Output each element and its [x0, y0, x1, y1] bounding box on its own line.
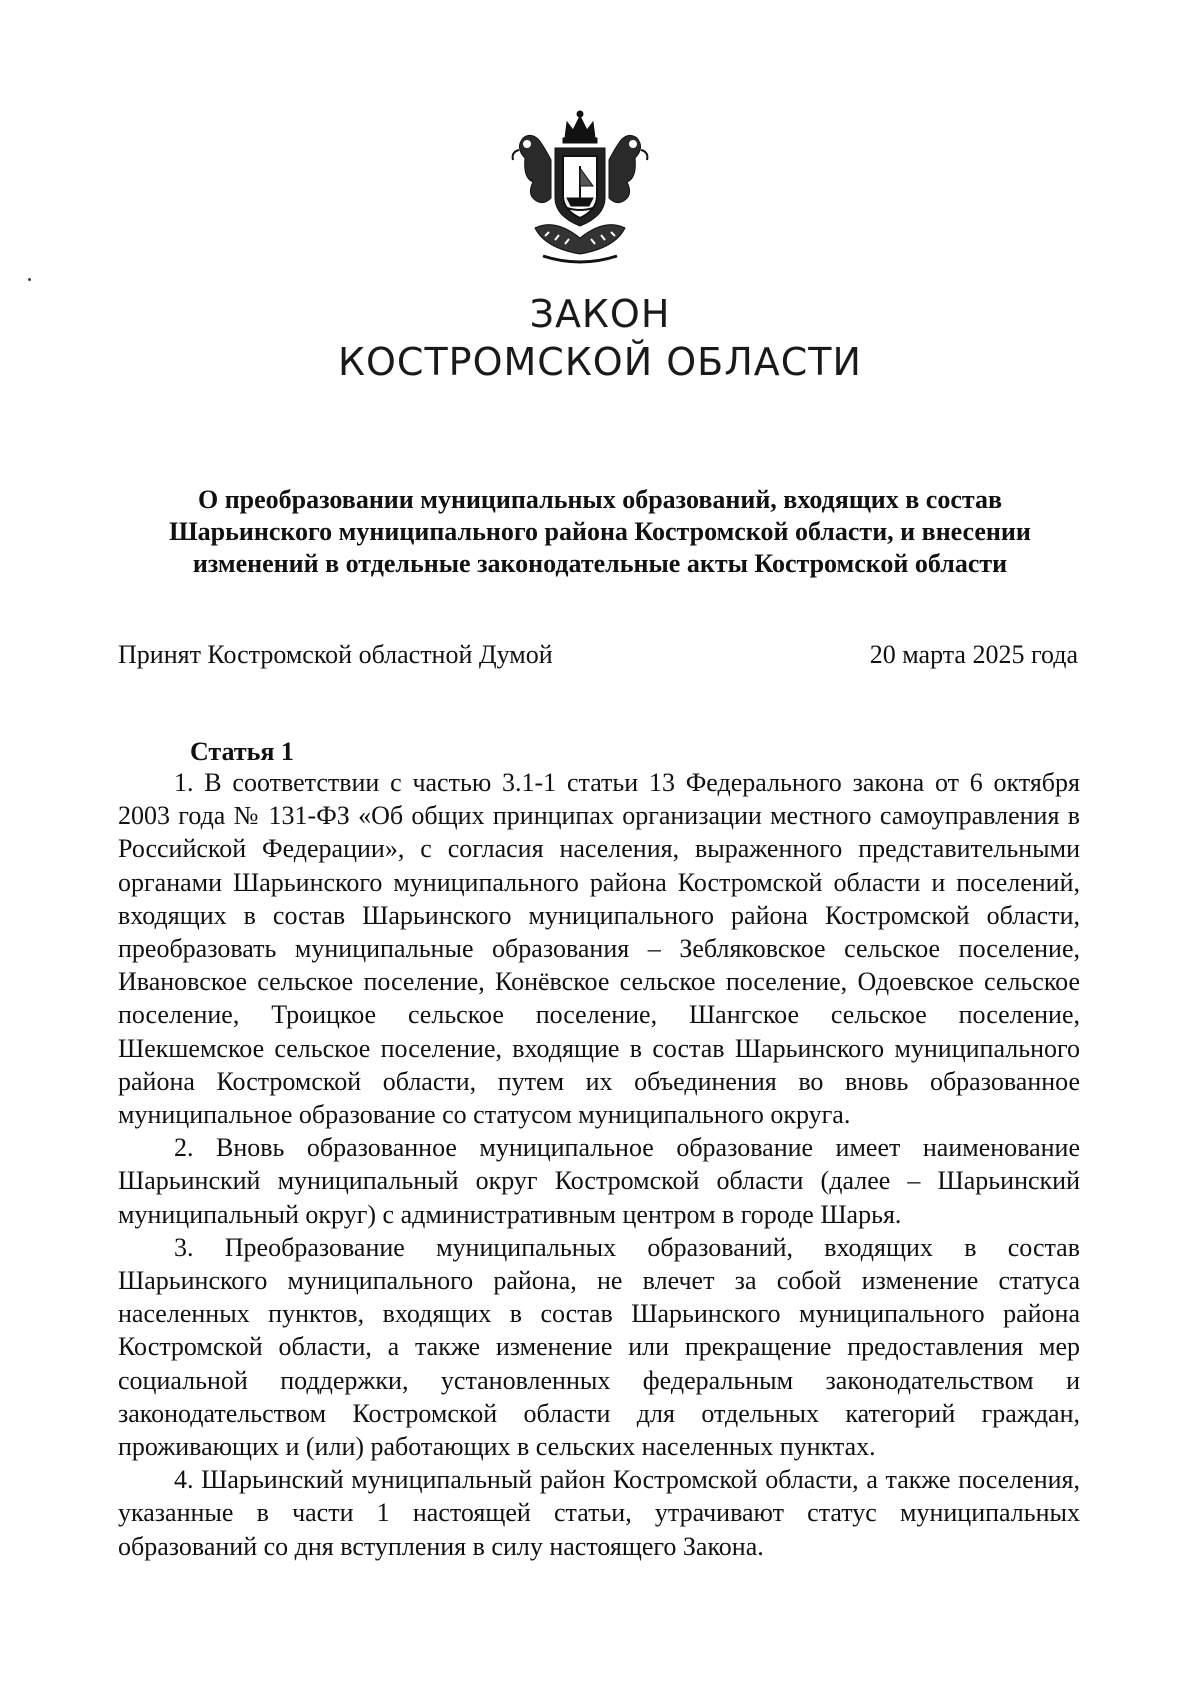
article-paragraph-2: 2. Вновь образованное муниципальное образование имеет наименование Шарьинский муниципальный округ Костромской области (далее – Шарьинский муниципальный округ) с административным центром в городе Шарья.	[118, 1133, 1080, 1229]
article-paragraph-1: 1. В соответствии с частью 3.1-1 статьи 13 Федерального закона от 6 октября 2003 года № 131-ФЗ «Об общих принципах организации местного самоуправления в Российской Федерации», с согласия населения, выраженного представительными органами Шарьинского муниципального района Костромской области и поселений, входящих в состав Шарьинского муниципального района Костромской области, преобразовать муниципальные образования – Зебляковское сельское поселение, Ивановское сельское поселение, Конёвское сельское поселение, Одоевское сельское поселение, Троицкое сельское поселение, Шангское сельское поселение, Шекшемское сельское поселение, входящие в состав Шарьинского муниципального района Костромской области, путем их объединения во вновь образованное муниципальное образование со статусом муниципального округа.	[118, 768, 1080, 1130]
document-type-title: ЗАКОН	[529, 292, 671, 336]
coat-of-arms-icon	[505, 108, 655, 268]
adopted-by: Принят Костромской областной Думой	[118, 640, 553, 669]
law-subject: О преобразовании муниципальных образований, входящих в состав Шарьинского муниципального района Костромской области, и внесении изменений в отдельные законодательные акты Костромской области	[169, 485, 1031, 578]
region-title: КОСТРОМСКОЙ ОБЛАСТИ	[338, 340, 862, 384]
article-heading: Статья 1	[190, 737, 294, 766]
article-paragraph-3: 3. Преобразование муниципальных образований, входящих в состав Шарьинского муниципального района, не влечет за собой изменение статуса населенных пунктов, входящих в состав Шарьинского муниципального района Костромской области, а также изменение или прекращение предоставления мер социальной поддержки, установленных федеральным законодательством и законодательством Костромской области для отдельных категорий граждан, проживающих и (или) работающих в сельских населенных пунктах.	[118, 1232, 1080, 1462]
article-body	[118, 766, 1080, 1563]
adoption-date: 20 марта 2025 года	[869, 640, 1078, 669]
scan-speck	[28, 278, 31, 281]
article-paragraph-4: 4. Шарьинский муниципальный район Костромской области, а также поселения, указанные в части 1 настоящей статьи, утрачивают статус муниципальных образований со дня вступления в силу настоящего Закона.	[118, 1465, 1080, 1561]
